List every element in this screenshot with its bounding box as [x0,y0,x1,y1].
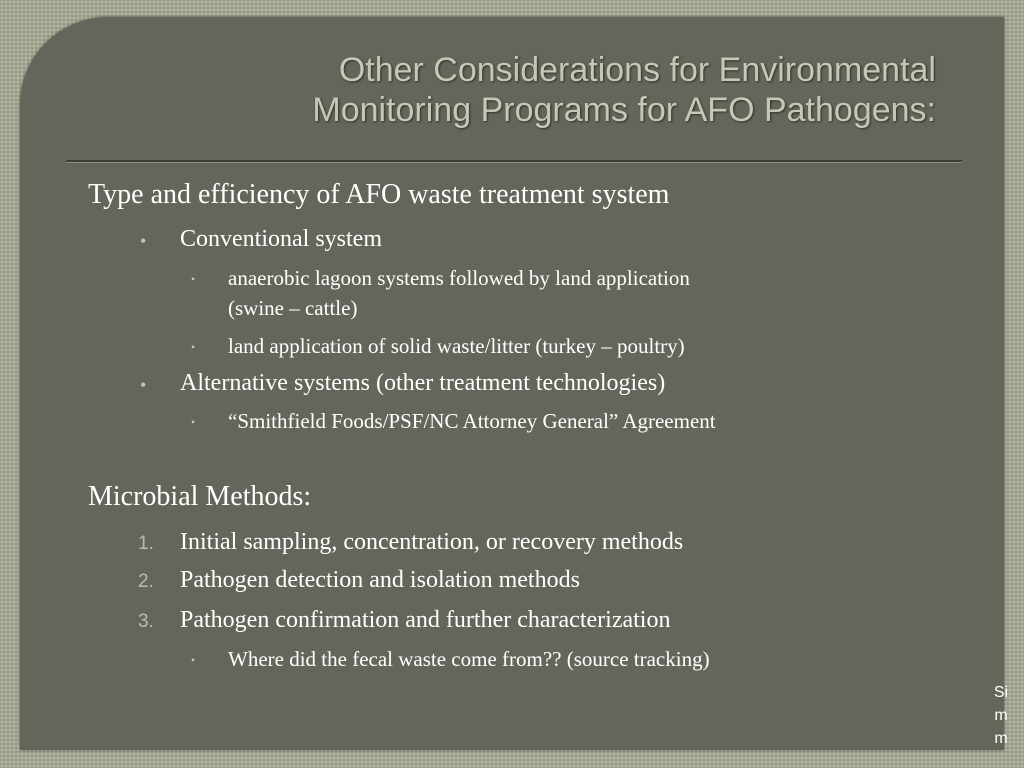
list-item-smithfield: “Smithfield Foods/PSF/NC Attorney General” Agreement [228,409,716,433]
bullet-icon: • [191,653,196,667]
bullet-icon: • [140,231,147,251]
list-item-land-application: land application of solid waste/litter (turkey – poultry) [228,334,685,358]
list-item-alternative: Alternative systems (other treatment technologies) [180,370,666,396]
list-number: 1. [138,533,154,554]
bullet-icon: • [191,340,196,354]
list-item-source-tracking: Where did the fecal waste come from?? (source tracking) [228,647,710,671]
list-item-method-3: Pathogen confirmation and further characterization [180,607,671,633]
list-number: 3. [138,611,154,632]
list-item-method-1: Initial sampling, concentration, or recovery methods [180,529,684,555]
bullet-icon: • [191,415,196,429]
bullet-icon: • [140,375,147,395]
corner-text-line: m [994,730,1008,747]
list-item-lagoon: anaerobic lagoon systems followed by land application [228,266,690,290]
section-heading-microbial: Microbial Methods: [88,481,312,512]
list-number: 2. [138,571,154,592]
bullet-icon: • [191,272,196,286]
corner-text-line: Si [993,684,1009,701]
section-heading-treatment: Type and efficiency of AFO waste treatment system [88,179,670,210]
list-item-method-2: Pathogen detection and isolation methods [180,567,580,593]
title-line-2: Monitoring Programs for AFO Pathogens: [312,91,936,129]
corner-text-line: m [994,707,1008,724]
list-item-conventional: Conventional system [180,226,382,252]
list-item-lagoon-cont: (swine – cattle) [228,296,358,320]
title-line-1: Other Considerations for Environmental [338,51,936,89]
corner-text [986,681,1016,750]
